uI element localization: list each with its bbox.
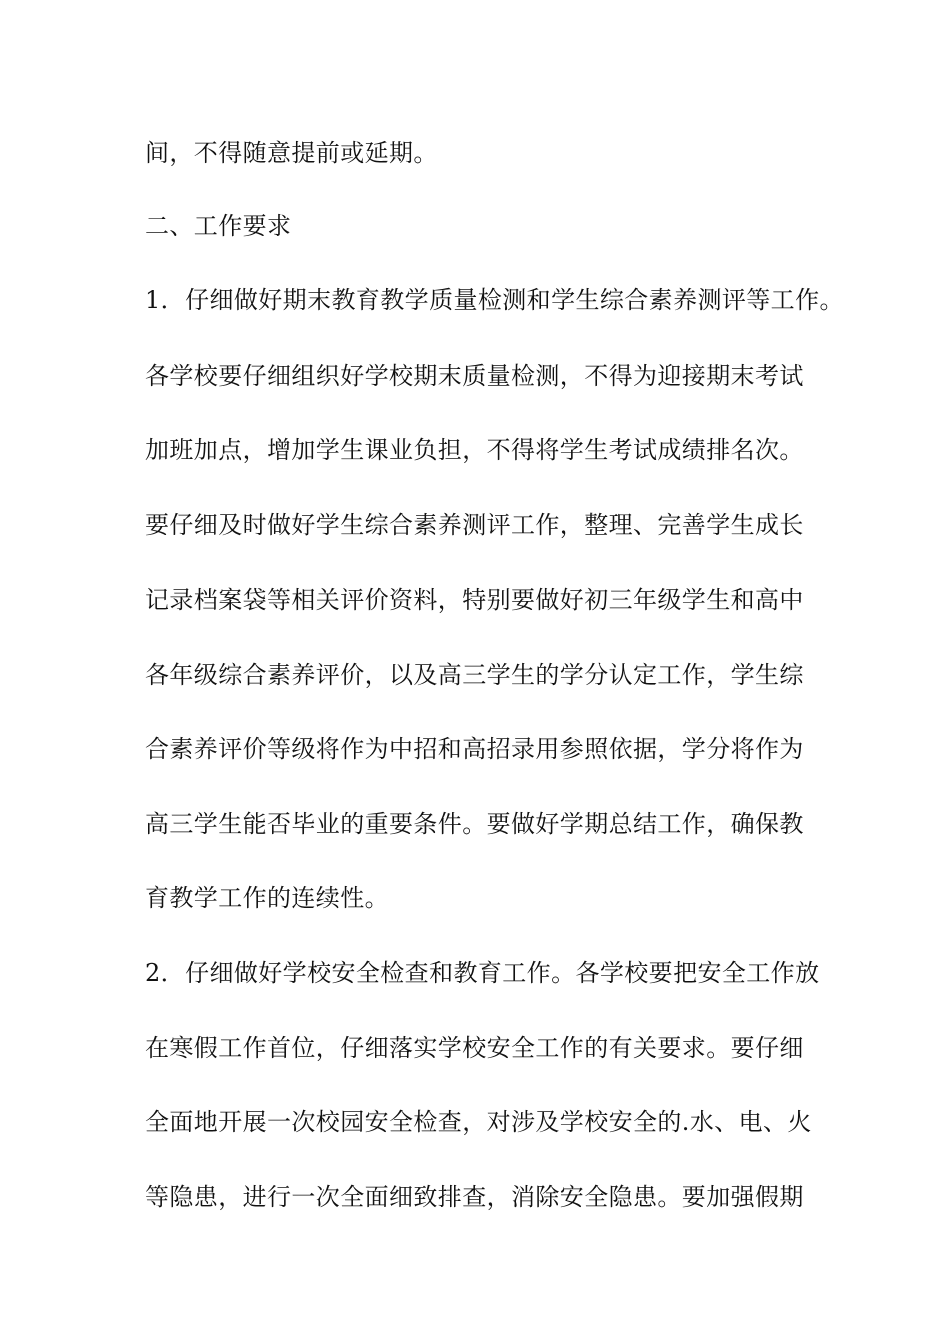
section-heading: 二、工作要求 bbox=[145, 212, 292, 240]
text-line: 间，不得随意提前或延期。 bbox=[145, 139, 438, 167]
text-line: 各学校要仔细组织好学校期末质量检测，不得为迎接期末考试 bbox=[145, 362, 804, 390]
text-line: 高三学生能否毕业的重要条件。要做好学期总结工作，确保教 bbox=[145, 810, 804, 838]
text-line: 加班加点，增加学生课业负担，不得将学生考试成绩排名次。 bbox=[145, 436, 804, 464]
text-line: 合素养评价等级将作为中招和高招录用参照依据，学分将作为 bbox=[145, 735, 804, 763]
text-line: 等隐患，进行一次全面细致排查，消除安全隐患。要加强假期 bbox=[145, 1183, 804, 1211]
text-line: 2．仔细做好学校安全检查和教育工作。各学校要把安全工作放 bbox=[145, 959, 820, 987]
text-line: 各年级综合素养评价，以及高三学生的学分认定工作，学生综 bbox=[145, 661, 804, 689]
text-line: 1．仔细做好期末教育教学质量检测和学生综合素养测评等工作。 bbox=[145, 286, 844, 314]
text-line: 要仔细及时做好学生综合素养测评工作，整理、完善学生成长 bbox=[145, 511, 804, 539]
text-line: 全面地开展一次校园安全检查，对涉及学校安全的.水、电、火 bbox=[145, 1108, 812, 1136]
text-line: 在寒假工作首位，仔细落实学校安全工作的有关要求。要仔细 bbox=[145, 1034, 804, 1062]
text-line: 育教学工作的连续性。 bbox=[145, 884, 389, 912]
text-line: 记录档案袋等相关评价资料，特别要做好初三年级学生和高中 bbox=[145, 586, 804, 614]
